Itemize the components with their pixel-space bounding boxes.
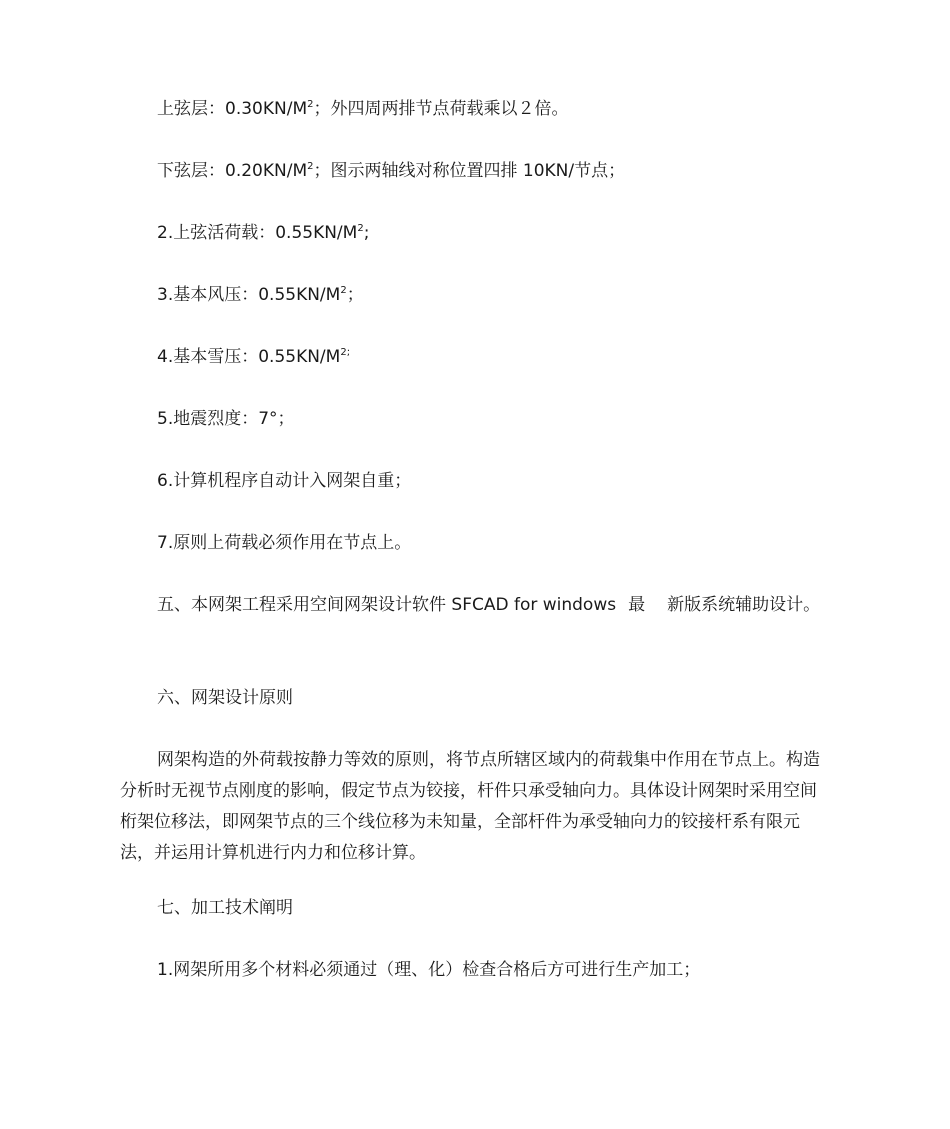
text-run: 新版系统辅助设计。 xyxy=(667,595,821,615)
text-run: ；外四周两排节点荷载乘以２倍。 xyxy=(313,99,569,119)
superscript: 2 xyxy=(340,285,347,296)
superscript: 2 xyxy=(307,99,314,110)
paragraph-section-five xyxy=(120,590,832,621)
text-run: 五、本网架工程采用空间网架设计软件 SFCAD for windows xyxy=(157,595,617,615)
superscript: 2 xyxy=(307,161,314,172)
section-heading-design-principles: 六、网架设计原则 xyxy=(157,688,293,708)
text-run: 2.上弦活荷载：0.55KN/M xyxy=(157,223,358,243)
paragraph-design-principles: 网架构造的外荷载按静力等效的原则，将节点所辖区域内的荷载集中作用在节点上。构造分析时无视节点刚度的影响，假定节点为铰接，杆件只承受轴向力。具体设计网架时采用空间桁架位移法，即网架节点的三个线位移为未知量，全部杆件为承受轴向力的铰接杆系有限元法，并运用计算机进行内力和位移计算。 xyxy=(120,750,820,863)
paragraph-seismic-intensity: 5.地震烈度：7°； xyxy=(157,409,295,429)
section-heading-processing: 七、加工技术阐明 xyxy=(157,898,293,918)
paragraph-wind-pressure xyxy=(120,280,832,311)
text-run: ; xyxy=(363,223,370,243)
paragraph-self-weight: 6.计算机程序自动计入网架自重； xyxy=(157,471,412,491)
text-run: ； xyxy=(346,285,364,305)
paragraph-material-inspection: 1.网架所用多个材料必须通过（理、化）检查合格后方可进行生产加工； xyxy=(157,960,701,980)
text-run: 3.基本风压：0.55KN/M xyxy=(157,285,341,305)
text-run: 上弦层：0.30KN/M xyxy=(157,99,308,119)
text-run: 4.基本雪压：0.55KN/M xyxy=(157,347,341,367)
paragraph-snow-pressure xyxy=(120,342,832,373)
superscript: 2 xyxy=(357,223,364,234)
text-run: 最 xyxy=(628,595,646,615)
paragraph-load-on-nodes: 7.原则上荷载必须作用在节点上。 xyxy=(157,533,412,553)
superscript: 2; xyxy=(340,347,351,358)
text-run: 下弦层：0.20KN/M xyxy=(157,161,308,181)
paragraph-lower-chord-load xyxy=(120,156,832,187)
paragraph-live-load xyxy=(120,218,832,249)
text-run: ；图示两轴线对称位置四排 10KN/节点； xyxy=(313,161,626,181)
paragraph-upper-chord-load xyxy=(120,94,832,125)
